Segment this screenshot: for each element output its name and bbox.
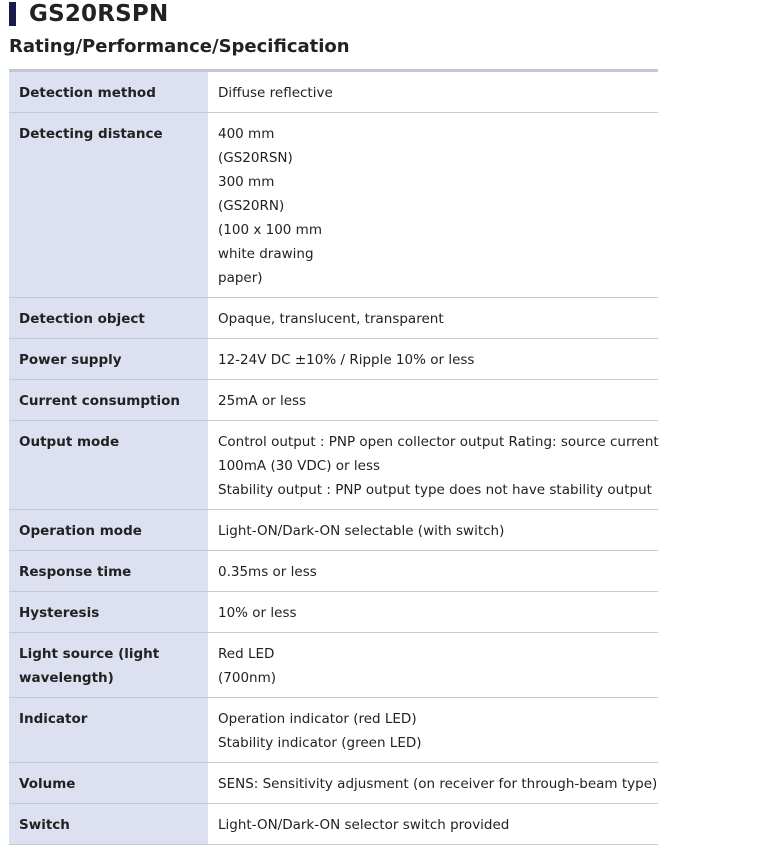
spec-value: Light-ON/Dark-ON selector switch provided xyxy=(218,817,510,833)
spec-value: SENS: Sensitivity adjusment (on receiver for through-beam type) xyxy=(218,776,658,792)
table-row xyxy=(9,763,658,804)
spec-value-cell xyxy=(208,510,658,551)
page-title: GS20RSPN xyxy=(29,1,169,27)
spec-value-cell xyxy=(208,698,658,763)
spec-value: 12-24V DC ±10% / Ripple 10% or less xyxy=(218,352,475,368)
spec-value: Red LED xyxy=(218,646,275,662)
spec-label-cell xyxy=(9,380,208,421)
spec-value: (GS20RSN) xyxy=(218,150,293,166)
spec-value: Opaque, translucent, transparent xyxy=(218,311,444,327)
spec-label-cell xyxy=(9,421,208,510)
spec-label-cell xyxy=(9,510,208,551)
spec-table-body xyxy=(9,71,658,845)
spec-label: Operation mode xyxy=(19,523,142,539)
spec-label: Response time xyxy=(19,564,132,580)
spec-label-cell xyxy=(9,551,208,592)
spec-value-cell xyxy=(208,551,658,592)
spec-label: Switch xyxy=(19,817,70,833)
spec-value-cell xyxy=(208,804,658,845)
spec-label: Current consumption xyxy=(19,393,180,409)
table-row xyxy=(9,633,658,698)
spec-value-cell xyxy=(208,71,658,113)
spec-value-cell xyxy=(208,592,658,633)
table-row xyxy=(9,804,658,845)
table-row xyxy=(9,380,658,421)
spec-label: Volume xyxy=(19,776,76,792)
spec-value: 300 mm xyxy=(218,174,275,190)
spec-label-cell xyxy=(9,592,208,633)
spec-label-cell xyxy=(9,113,208,298)
spec-value: (100 x 100 mm xyxy=(218,222,322,238)
table-row xyxy=(9,339,658,380)
spec-value: 400 mm xyxy=(218,126,275,142)
table-row xyxy=(9,592,658,633)
section-subtitle: Rating/Performance/Specification xyxy=(9,36,350,57)
spec-label-cell xyxy=(9,698,208,763)
spec-label: Detecting distance xyxy=(19,126,163,142)
table-row xyxy=(9,510,658,551)
spec-label: Detection object xyxy=(19,311,145,327)
spec-value: Stability output : PNP output type does not have stability output xyxy=(218,482,652,498)
spec-value-cell xyxy=(208,763,658,804)
table-row xyxy=(9,551,658,592)
spec-value: Stability indicator (green LED) xyxy=(218,735,422,751)
spec-label: wavelength) xyxy=(19,670,114,686)
table-row xyxy=(9,71,658,113)
page-header xyxy=(9,0,168,28)
spec-label-cell xyxy=(9,633,208,698)
spec-value-cell xyxy=(208,113,658,298)
spec-value-cell xyxy=(208,380,658,421)
spec-value: paper) xyxy=(218,270,263,286)
table-row xyxy=(9,698,658,763)
spec-label-cell xyxy=(9,804,208,845)
table-row xyxy=(9,421,658,510)
spec-value: Light-ON/Dark-ON selectable (with switch) xyxy=(218,523,505,539)
spec-label: Power supply xyxy=(19,352,122,368)
spec-value: Diffuse reflective xyxy=(218,85,333,101)
spec-value-cell xyxy=(208,298,658,339)
spec-table xyxy=(9,69,658,845)
spec-value-cell xyxy=(208,339,658,380)
spec-value: 10% or less xyxy=(218,605,297,621)
spec-label: Detection method xyxy=(19,85,156,101)
spec-label: Hysteresis xyxy=(19,605,100,621)
spec-value: Control output : PNP open collector output Rating: source current xyxy=(218,434,659,450)
spec-value: 0.35ms or less xyxy=(218,564,317,580)
spec-value: (GS20RN) xyxy=(218,198,285,214)
spec-value: white drawing xyxy=(218,246,314,262)
spec-value-cell xyxy=(208,421,658,510)
spec-label: Output mode xyxy=(19,434,120,450)
table-row xyxy=(9,113,658,298)
table-row xyxy=(9,298,658,339)
spec-value-cell xyxy=(208,633,658,698)
spec-value: Operation indicator (red LED) xyxy=(218,711,417,727)
title-accent-bar xyxy=(9,2,16,26)
spec-label-cell xyxy=(9,298,208,339)
spec-label-cell xyxy=(9,763,208,804)
spec-value: (700nm) xyxy=(218,670,277,686)
spec-label: Indicator xyxy=(19,711,88,727)
spec-label-cell xyxy=(9,339,208,380)
spec-label: Light source (light xyxy=(19,646,160,662)
spec-value: 100mA (30 VDC) or less xyxy=(218,458,381,474)
spec-label-cell xyxy=(9,71,208,113)
spec-value: 25mA or less xyxy=(218,393,307,409)
